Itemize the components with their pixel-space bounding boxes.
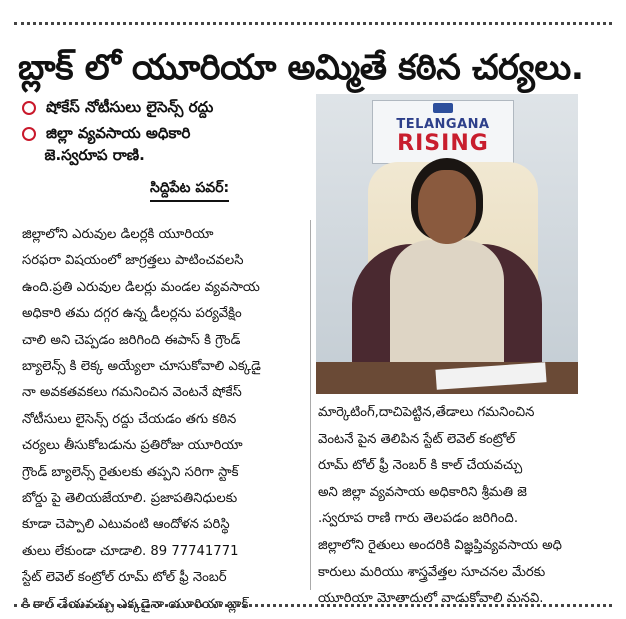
column-divider (310, 220, 311, 590)
article-line: అని జిల్లా వ్యవసాయ అధికారిని శ్రీమతి జె (318, 484, 527, 500)
article-line: జిల్లాలోని రైతులు అందరికి విజ్ఞప్తివ్యవసాయ అధి (318, 537, 562, 553)
officer-photo (316, 94, 578, 394)
article-line: చాలి అని చెప్పడం జరిగింది ఈపాస్ కి గ్రౌండ్ (22, 332, 241, 348)
article-line: ఉంది.ప్రతి ఎరువుల డిలర్లు మండల వ్యవసాయ (22, 279, 260, 295)
article-line: అధికారి తమ దగ్గర ఉన్న డీలర్లను పర్యవేక్షిం (22, 306, 242, 322)
top-dotted-rule (14, 22, 612, 25)
article-line: సరఫరా విషయంలో జాగ్రత్తలు పాటించవలసి (22, 253, 244, 269)
article-line: జిల్లాలోని ఎరువుల డిలర్లకి యూరియా (22, 227, 214, 242)
article-line: .స్వరూప రాణి గారు తెలపడం జరిగింది. (318, 511, 519, 527)
article-line: బోర్డు పై తెలియజేయాలి. ప్రజాపతినిధులకు (22, 491, 238, 507)
telangana-rising-board (372, 100, 514, 164)
sub-headline-2: జిల్లా వ్యవసాయ అధికారి (22, 122, 312, 144)
article-line: వెంటనే పైన తెలిపిన స్టేట్ లెవెల్ కంట్రోల్ (318, 431, 516, 447)
headline: బ్లాక్ లో యూరియా అమ్మితే కఠిన చర్యలు. (18, 48, 584, 88)
bottom-dotted-rule (14, 604, 612, 607)
article-line: రూమ్ టోల్ ఫ్రీ నెంబర్ కి కాల్ చేయవచ్చు (318, 458, 523, 474)
byline: సిద్దిపేట పవర్: (150, 180, 229, 202)
emblem-icon (433, 103, 453, 113)
article-column-left (22, 222, 304, 618)
article-line: కూడా చెప్పాలి ఎటువంటి ఆందోళన పరిస్థి (22, 517, 230, 533)
ring-bullet-icon (22, 101, 36, 115)
article-line: నా అవకతవకలు గమనించిన వెంటనే షోకేస్ (22, 385, 242, 401)
article-line: మార్కెటింగ్,దాచిపెట్టిన,తేడాలు గమనించిన (318, 405, 535, 420)
sub-headline-1: షోకేస్ నోటీసులు లైసెన్స్ రద్దు (22, 96, 312, 118)
article-line: గ్రౌండ్ బ్యాలెన్స్ రైతులకు తప్పని సరిగా స్టాక్ (22, 464, 239, 480)
article-line: యూరియా మోతాదులో వాడుకోవాలి మనవి. (318, 591, 544, 607)
article-line: బ్యాలెన్స్ కి లెక్క అయ్యేలా చూసుకోవాలి ఎక్కడై (22, 359, 261, 375)
article-line: తులు లేకుండా చూడాలి. 89 77741771 (22, 543, 239, 559)
sub-headlines (22, 96, 312, 166)
article-line: స్టేట్ లెవెల్ కంట్రోల్ రూమ్ టోల్ ఫ్రీ నెంబర్ (22, 570, 227, 586)
article-line: నోటీసులు లైసెన్స్ రద్దు చేయడం తగు కఠిన (22, 411, 237, 427)
sub-headline-2-continuation: జె.స్వరూప రాణి. (44, 146, 145, 164)
board-line-2: RISING (397, 131, 489, 156)
article-column-right (318, 400, 580, 613)
article-line: కి కాల్ చేయవచ్చు ఎక్కడైనా యూరియా బ్లాక్ (22, 596, 249, 612)
ring-bullet-icon (22, 127, 36, 141)
article-line: చర్యలు తీసుకోబడును ప్రతిరోజు యూరియా (22, 438, 243, 454)
board-line-1: TELANGANA (396, 117, 490, 132)
article-line: కారులు మరియు శాస్త్రవేత్తల సూచనల మేరకు (318, 564, 546, 580)
